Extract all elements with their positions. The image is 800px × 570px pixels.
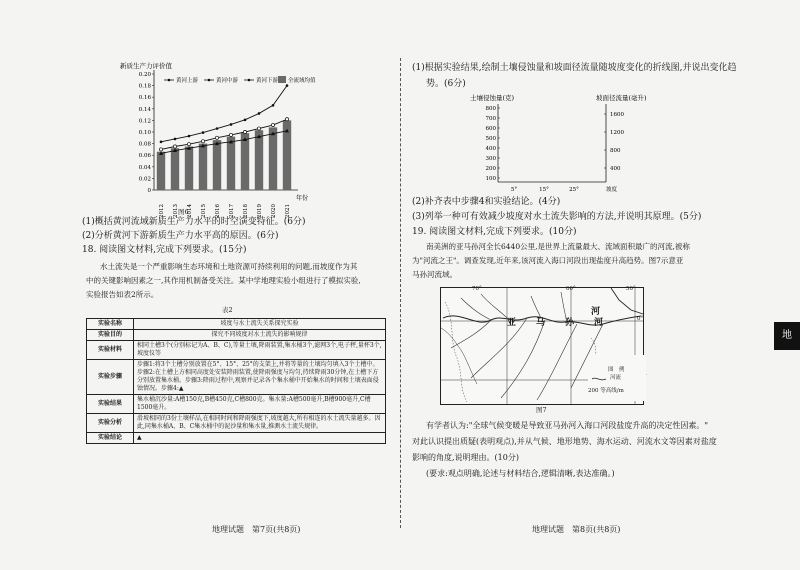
graph-right-tick-label: 1600: [610, 112, 624, 118]
legend-river: 河流: [610, 375, 622, 381]
material-18-line1: 水土流失是一个严重影响生态环境和土地资源可持续利用的问题,而坡度作为其: [100, 262, 358, 271]
line-黄河下游: [161, 86, 287, 142]
map-label-he: 河: [591, 307, 601, 317]
legend-river-icon: [592, 376, 606, 382]
x-tick-label: 2018: [243, 204, 249, 218]
point-黄河中游: [173, 145, 176, 148]
question-18-3: (3)列举一种可有效减少坡度对水土流失影响的方法,并说明其原理。(5分): [412, 212, 702, 222]
table-2-title: 表2: [222, 306, 233, 314]
legend-label-黄河上游: 黄河上游: [176, 78, 199, 84]
legend-label-黄河下游: 黄河下游: [256, 78, 279, 84]
graph-x-label: 坡度: [606, 187, 618, 193]
bar-全流域均值: [255, 130, 263, 190]
map-lon-70: 70°: [472, 286, 482, 292]
point-黄河下游: [286, 84, 289, 87]
table-row-content: 坡度与水土流失关系探究实验: [134, 319, 386, 330]
map-legend: [588, 355, 646, 401]
x-tick-label: 2016: [215, 204, 221, 218]
y-tick-label: 0.02: [138, 176, 151, 183]
y-tick-label: 0: [147, 188, 151, 194]
point-黄河中游: [243, 130, 246, 133]
graph-left-tick-label: 300: [485, 156, 496, 162]
table-row-content: 集水桶沉沙量:A槽150克,B槽450克,C槽800克。集水量:A槽500毫升,B槽900毫升,C槽1500毫升。: [134, 395, 386, 414]
point-黄河中游: [215, 136, 218, 139]
point-黄河下游: [160, 141, 163, 144]
graph-x-tick-label: 25°: [569, 187, 579, 193]
point-黄河下游: [258, 112, 261, 115]
legend-marker-黄河下游: [248, 79, 251, 82]
material-19-line1: 南美洲的亚马孙河全长6440公里,是世界上流量最大、流域面积最广的河流,被称: [426, 242, 690, 251]
graph-right-tick-label: 800: [610, 148, 621, 154]
material-19-line6: 影响的角度,说明理由。(10分): [412, 453, 519, 462]
x-tick-label: 2021: [285, 204, 291, 218]
x-tick-label: 2017: [229, 204, 235, 218]
bar-全流域均值: [227, 137, 235, 190]
table-row: [87, 395, 386, 414]
y-tick-label: 0.20: [138, 72, 151, 78]
table-row-content: 探究不同坡度对水土流失的影响规律: [134, 330, 386, 341]
bar-全流域均值: [157, 152, 165, 190]
question-18-1b: 势。(6分): [426, 79, 466, 89]
question-17-2: (2)分析黄河下游新质生产力水平高的原因。(6分): [82, 231, 279, 241]
graph-left-tick-label: 500: [485, 136, 496, 142]
point-黄河中游: [187, 143, 190, 146]
table-row: [87, 330, 386, 341]
table-row: [87, 360, 386, 395]
question-19-header: 19. 阅读图文材料,完成下列要求。(10分): [412, 227, 577, 237]
legend-marker-黄河中游: [208, 79, 211, 82]
legend-marker-黄河上游: [168, 79, 171, 82]
point-黄河下游: [244, 119, 247, 122]
y-tick-label: 0.14: [138, 106, 151, 113]
legend-swatch-bar: [278, 76, 286, 83]
line-黄河上游: [161, 131, 287, 154]
material-19-line5: 对此认识提出质疑(表明观点),并从气候、地形地势、海水运动、河流水文等因素对盐度: [412, 437, 717, 446]
material-19-line4: 有学者认为:"全球气候变暖是导致亚马孙河入海口河段盐度升高的决定性因素。": [426, 421, 709, 430]
bar-全流域均值: [213, 140, 221, 190]
table-row-label: 实验目的: [87, 330, 134, 341]
x-tick-label: 2013: [173, 204, 179, 218]
map-lon-60: 60°: [566, 286, 576, 292]
question-18-1: (1)根据实验结果,绘制土壤侵蚀量和坡面径流量随坡度变化的折线图,并说出变化趋: [412, 63, 737, 73]
page-divider: [400, 58, 401, 528]
table-row-content: ▲: [134, 433, 386, 444]
graph-right-tick-label: 1200: [610, 130, 624, 136]
graph-left-tick-label: 200: [485, 166, 496, 172]
question-17-1: (1)概括黄河流域新质生产力水平的时空演变特征。(6分): [82, 217, 306, 227]
table-row: [87, 319, 386, 330]
point-黄河中游: [285, 118, 288, 121]
map-lon-50: 50°: [626, 286, 636, 292]
y-tick-label: 0.08: [138, 141, 151, 148]
table-row-label: 实验结论: [87, 433, 134, 444]
x-tick-label: 2020: [271, 204, 277, 218]
y-tick-label: 0.04: [138, 164, 151, 171]
x-tick-label: 2012: [159, 204, 165, 218]
page-8-footer: 地理试题 第8页(共8页): [532, 525, 621, 534]
point-黄河下游: [272, 104, 275, 107]
bar-全流域均值: [241, 133, 249, 190]
material-19-line3: 马孙河流域。: [412, 270, 457, 279]
point-黄河中游: [257, 127, 260, 130]
material-19-line7: (要求:观点明确,论述与材料结合,逻辑清晰,表达准确。): [426, 469, 615, 478]
table-row: [87, 433, 386, 444]
point-黄河中游: [159, 148, 162, 151]
table-row-content: 滑坡相同的3份土壤样品,在相同时间和降雨强度下,坡度越大,所有相连的水土流失量越多。因此,同集水桶A、B、C集水桶中的泥沙量和集水量,推测水土流失规律。: [134, 414, 386, 433]
figure-7-caption: 图7: [536, 406, 547, 414]
graph-left-tick-label: 800: [485, 106, 496, 112]
y-tick-label: 0.12: [138, 118, 151, 125]
material-18-line2: 中的关键影响因素之一,其作用机制备受关注。某中学地理实验小组进行了模拟实验,: [86, 276, 361, 285]
y-tick-label: 0.18: [138, 83, 151, 90]
point-黄河中游: [201, 140, 204, 143]
table-row-label: 实验名称: [87, 319, 134, 330]
table-row-label: 实验步骤: [87, 360, 134, 395]
experiment-table: [86, 318, 386, 444]
map-label-amazon: 亚马孙河: [507, 318, 624, 328]
y-tick-label: 0.10: [138, 130, 151, 136]
point-黄河下游: [188, 135, 191, 138]
graph-left-tick-label: 700: [485, 116, 496, 122]
table-row-label: 实验材料: [87, 341, 134, 360]
point-黄河下游: [202, 131, 205, 134]
point-黄河中游: [271, 123, 274, 126]
graph-right-tick-label: 400: [610, 166, 621, 172]
point-黄河下游: [216, 127, 219, 130]
subject-side-tab: 地: [774, 322, 800, 350]
material-19-line2: 为"河流之王"。调查发现,近年来,该河流入海口河段出现盐度升高趋势。图7示意亚: [412, 256, 684, 265]
x-tick-label: 2015: [201, 204, 207, 218]
bar-全流域均值: [269, 127, 277, 190]
graph-left-tick-label: 100: [485, 176, 496, 182]
graph-x-tick-label: 15°: [539, 187, 549, 193]
legend-label-bar: 全流域均值: [288, 78, 316, 84]
table-row: [87, 341, 386, 360]
figure-6-caption: 图6: [178, 208, 189, 216]
graph-left-tick-label: 600: [485, 126, 496, 132]
y-tick-label: 0.06: [138, 153, 151, 160]
graph-right-label: 坡面径流量(毫升): [596, 94, 647, 102]
point-黄河中游: [229, 133, 232, 136]
point-黄河下游: [230, 123, 233, 126]
y-tick-label: 0.16: [138, 95, 151, 102]
bar-全流域均值: [171, 148, 179, 190]
bar-全流域均值: [199, 144, 207, 190]
legend-label-黄河中游: 黄河中游: [216, 78, 239, 84]
x-tick-label: 2014: [187, 204, 193, 218]
question-18-header: 18. 阅读图文材料,完成下列要求。(15分): [82, 245, 247, 255]
graph-left-label: 土壤侵蚀量(克): [470, 94, 515, 102]
legend-title: 图 例: [608, 367, 625, 373]
material-18-line3: 实验报告如表2所示。: [86, 290, 159, 299]
x-axis-label: 年份: [296, 195, 309, 202]
graph-x-tick-label: 5°: [510, 187, 518, 193]
table-row: [87, 414, 386, 433]
point-黄河下游: [174, 138, 177, 141]
legend-contour: 200 等高线/m: [588, 388, 624, 394]
page-7-footer: 地理试题 第7页(共8页): [212, 525, 301, 534]
bar-全流域均值: [185, 147, 193, 191]
table-row-label: 实验结果: [87, 395, 134, 414]
question-18-2: (2)补齐表中步骤4和实验结论。(4分): [412, 197, 561, 207]
table-row-content: 步骤1:将3个土槽分别放置在5°、15°、25°的支架上,并将等量的土壤均匀填入3个土槽中。步骤2:在土槽上方相同高度处安装降雨装置,使降雨强度与均匀,持续降雨30分钟,在土槽下方分别放置集水桶。步骤3:降雨过程中,观察并记录各个集水桶中开始集水的时间和土壤表面侵蚀情况。步骤4:▲: [134, 360, 386, 395]
y-axis-label: 新质生产力评价值: [120, 62, 172, 70]
table-row-content: 相同土槽3个(分别标记为A、B、C),等量土壤,降雨装置,集水桶3个,滤网3个,电子秤,量杯3个,坡度仪等: [134, 341, 386, 360]
map-lat-0: 0°: [637, 316, 644, 322]
table-row-label: 实验分析: [87, 414, 134, 433]
x-tick-label: 2019: [257, 204, 263, 218]
blank-line-graph: [470, 92, 670, 194]
graph-left-tick-label: 400: [485, 146, 496, 152]
